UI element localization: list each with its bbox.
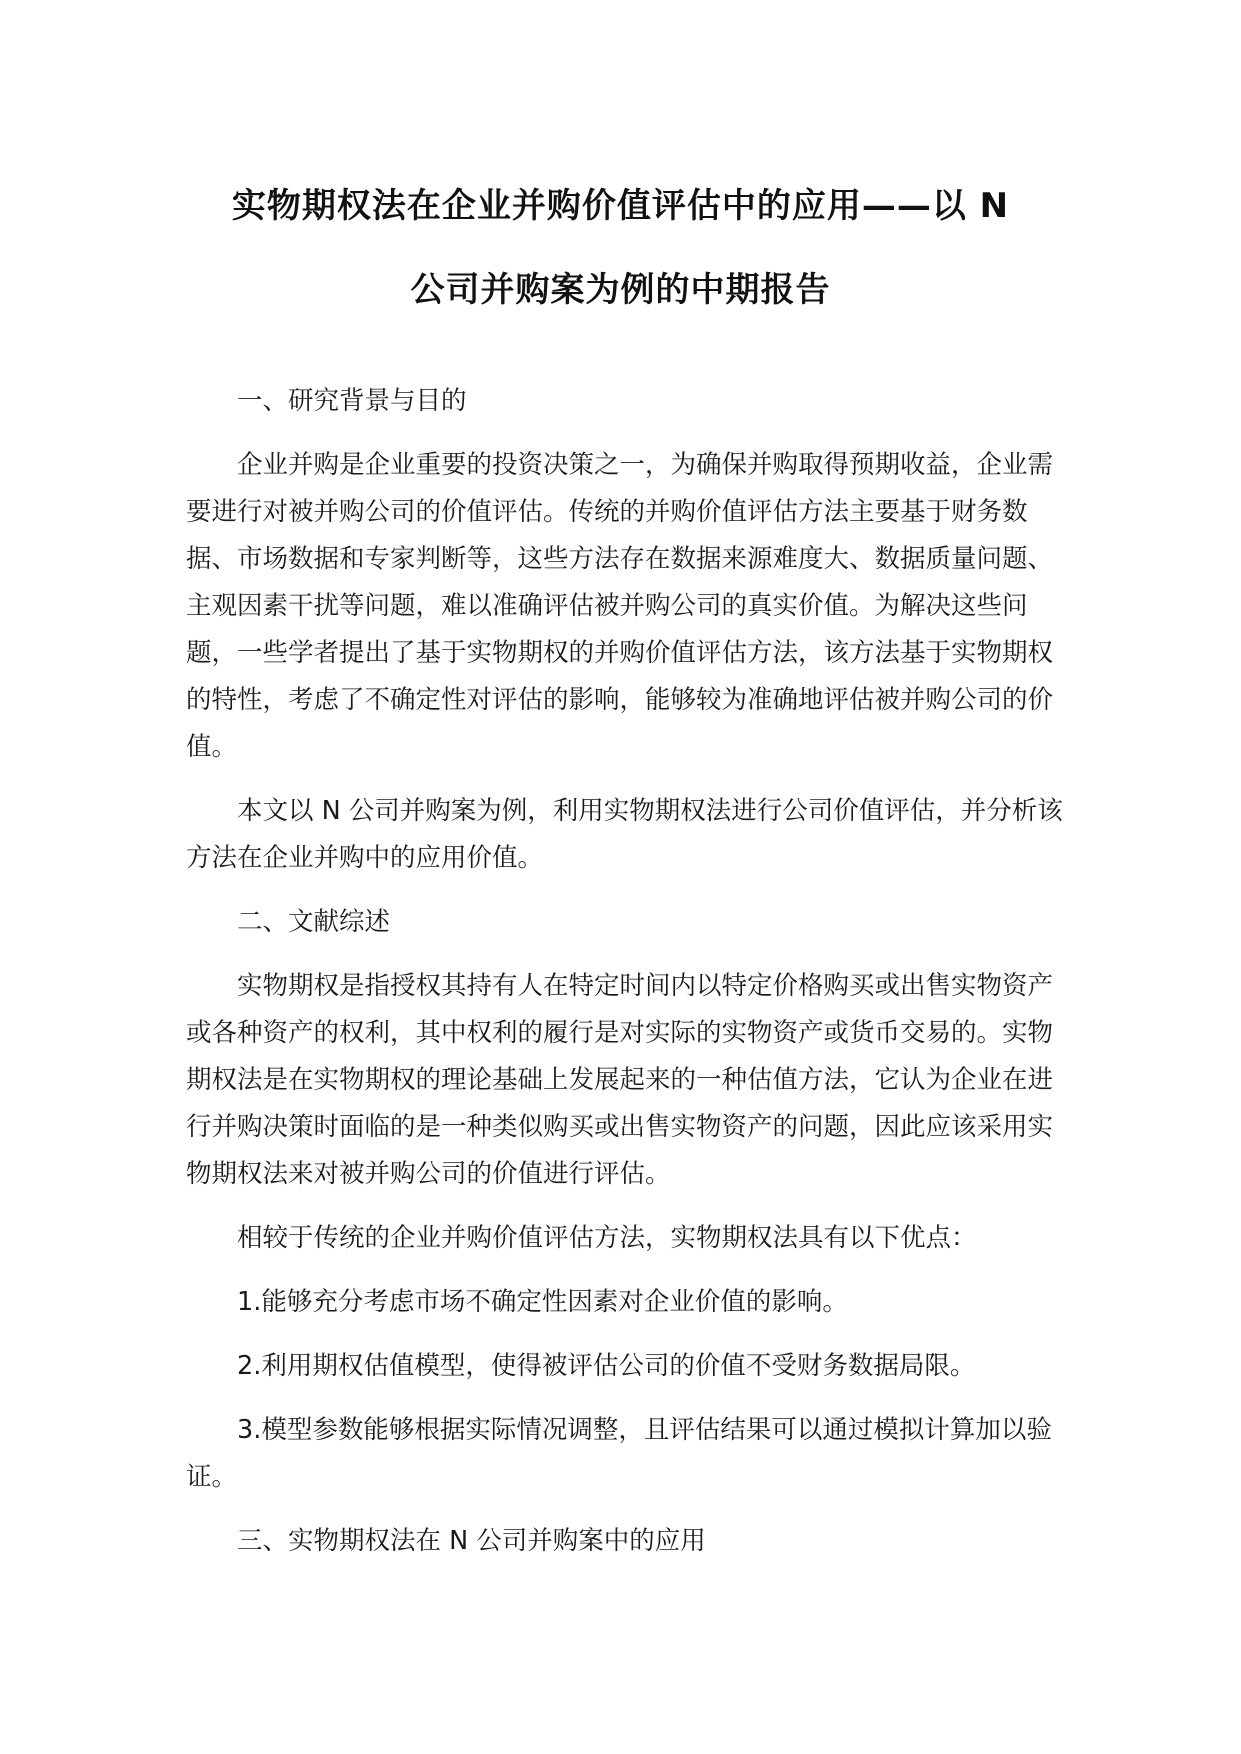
document-body xyxy=(186,378,1066,1582)
body-paragraph: 本文以 N 公司并购案为例，利用实物期权法进行公司价值评估，并分析该方法在企业并购中的应用价值。 xyxy=(186,796,1063,873)
document-title-line-1: 实物期权法在企业并购价值评估中的应用——以 N xyxy=(231,186,1010,226)
body-paragraph: 实物期权是指授权其持有人在特定时间内以特定价格购买或出售实物资产或各种资产的权利，其中权利的履行是对实际的实物资产或货币交易的。实物期权法是在实物期权的理论基础上发展起来的一种估值方法，它认为企业在进行并购决策时面临的是一种类似购买或出售实物资产的问题，因此应该采用实物期权法来对被并购公司的价值进行评估。 xyxy=(186,971,1054,1189)
section-heading-literature: 二、文献综述 xyxy=(237,907,391,937)
section-heading-background: 一、研究背景与目的 xyxy=(237,386,467,416)
body-paragraph: 企业并购是企业重要的投资决策之一，为确保并购取得预期收益，企业需要进行对被并购公司的价值评估。传统的并购价值评估方法主要基于财务数据、市场数据和专家判断等，这些方法存在数据来源难度大、数据质量问题、主观因素干扰等问题，难以准确评估被并购公司的真实价值。为解决这些问题，一些学者提出了基于实物期权的并购价值评估方法，该方法基于实物期权的特性，考虑了不确定性对评估的影响，能够较为准确地评估被并购公司的价值。 xyxy=(186,450,1054,762)
list-item: 2.利用期权估值模型，使得被评估公司的价值不受财务数据局限。 xyxy=(237,1351,976,1381)
list-item: 3.模型参数能够根据实际情况调整，且评估结果可以通过模拟计算加以验证。 xyxy=(186,1415,1052,1492)
body-paragraph: 相较于传统的企业并购价值评估方法，实物期权法具有以下优点： xyxy=(237,1223,977,1253)
list-item: 1.能够充分考虑市场不确定性因素对企业价值的影响。 xyxy=(237,1287,848,1317)
section-heading-application: 三、实物期权法在 N 公司并购案中的应用 xyxy=(237,1526,706,1556)
document-title-line-2: 公司并购案为例的中期报告 xyxy=(410,270,831,310)
